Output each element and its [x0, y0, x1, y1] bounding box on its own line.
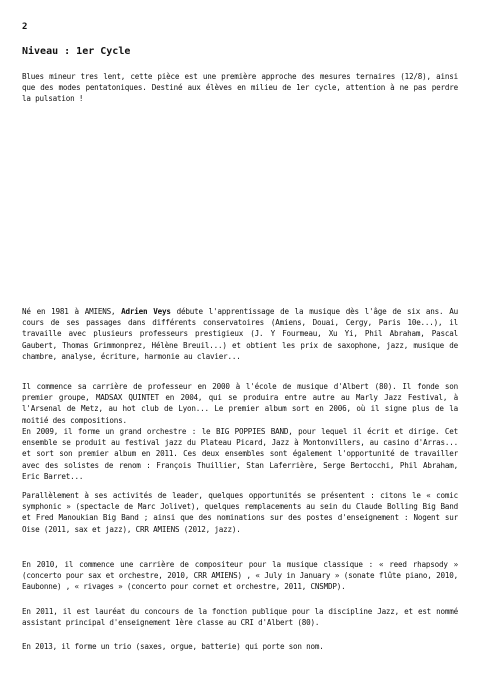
bio-p1-after: débute l'apprentissage de la musique dès l'âge de six ans. Au cours de ses passages dans différents conservatoires (Amiens, Douai, Cergy, Paris 10e...), il travaille avec plusieurs professeurs prestigieux (J. Y Fourmeau, Xu Yi, Phil Abraham, Pascal Gaubert, Thomas Grimmonprez, Hélène Breuil...) et obtient les prix de saxophone, jazz, musique de chambre, analyse, écriture, harmonie au clavier... [22, 307, 458, 361]
bio-paragraph-7: En 2013, il forme un trio (saxes, orgue, batterie) qui porte son nom. [22, 642, 324, 651]
bio-p1-before: Né en 1981 à AMIENS, [22, 307, 122, 316]
level-title: Niveau : 1er Cycle [22, 46, 131, 57]
page-number: 2 [22, 22, 28, 32]
bio-paragraph-3: En 2009, il forme un grand orchestre : le BIG POPPIES BAND, pour lequel il écrit et dirige. Cet ensemble se produit au festival jazz du Plateau Picard, Jazz à Montonvillers, au casino d'Arras... et sort son premier album en 2011. Ces deux ensembles sont également l'opportunité de travailler avec des solistes de renom : François Thuillier, Stan Laferrière, Serge Bertocchi, Phil Abraham, Eric Barret... [22, 427, 458, 481]
bio-paragraph-1 [22, 306, 458, 362]
bio-paragraph-2: Il commence sa carrière de professeur en 2000 à l'école de musique d'Albert (80). Il fonde son premier groupe, MADSAX QUINTET en 2004, qui se produira entre autre au Marly Jazz Festival, à l'Arsenal de Metz, au hot club de Lyon... Le premier album sort en 2006, où il signe plus de la moitié des compositions. [22, 382, 458, 425]
bio-paragraph-6: En 2011, il est lauréat du concours de la fonction publique pour la discipline Jazz, et est nommé assistant principal d'enseignement 1ère classe au CRI d'Albert (80). [22, 607, 458, 628]
bio-paragraph-4: Parallèlement à ses activités de leader, quelques opportunités se présentent : citons le « comic symphonic » (spectacle de Marc Jolivet), quelques remplacements au sein du Claude Bolling Big Band et Fred Manoukian Big Band ; ainsi que des nominations sur des postes d'enseignement : Nogent sur Oise (2011, sax et jazz), CRR AMIENS (2012, jazz). [22, 491, 458, 534]
bio-paragraph-5: En 2010, il commence une carrière de compositeur pour la musique classique : « reed rhapsody » (concerto pour sax et orchestre, 2010, CRR AMIENS) , « July in January » (sonate flûte piano, 2010, Eaubonne) , « rivages » (concerto pour cornet et orchestre, 2011, CNSMDP). [22, 560, 458, 592]
artist-name: Adrien Veys [121, 307, 171, 316]
intro-paragraph: Blues mineur tres lent, cette pièce est une première approche des mesures ternaires (12/8), ainsi que des modes pentatoniques. Destiné aux élèves en milieu de 1er cycle, attention à ne pas perdre la pulsation ! [22, 72, 458, 104]
